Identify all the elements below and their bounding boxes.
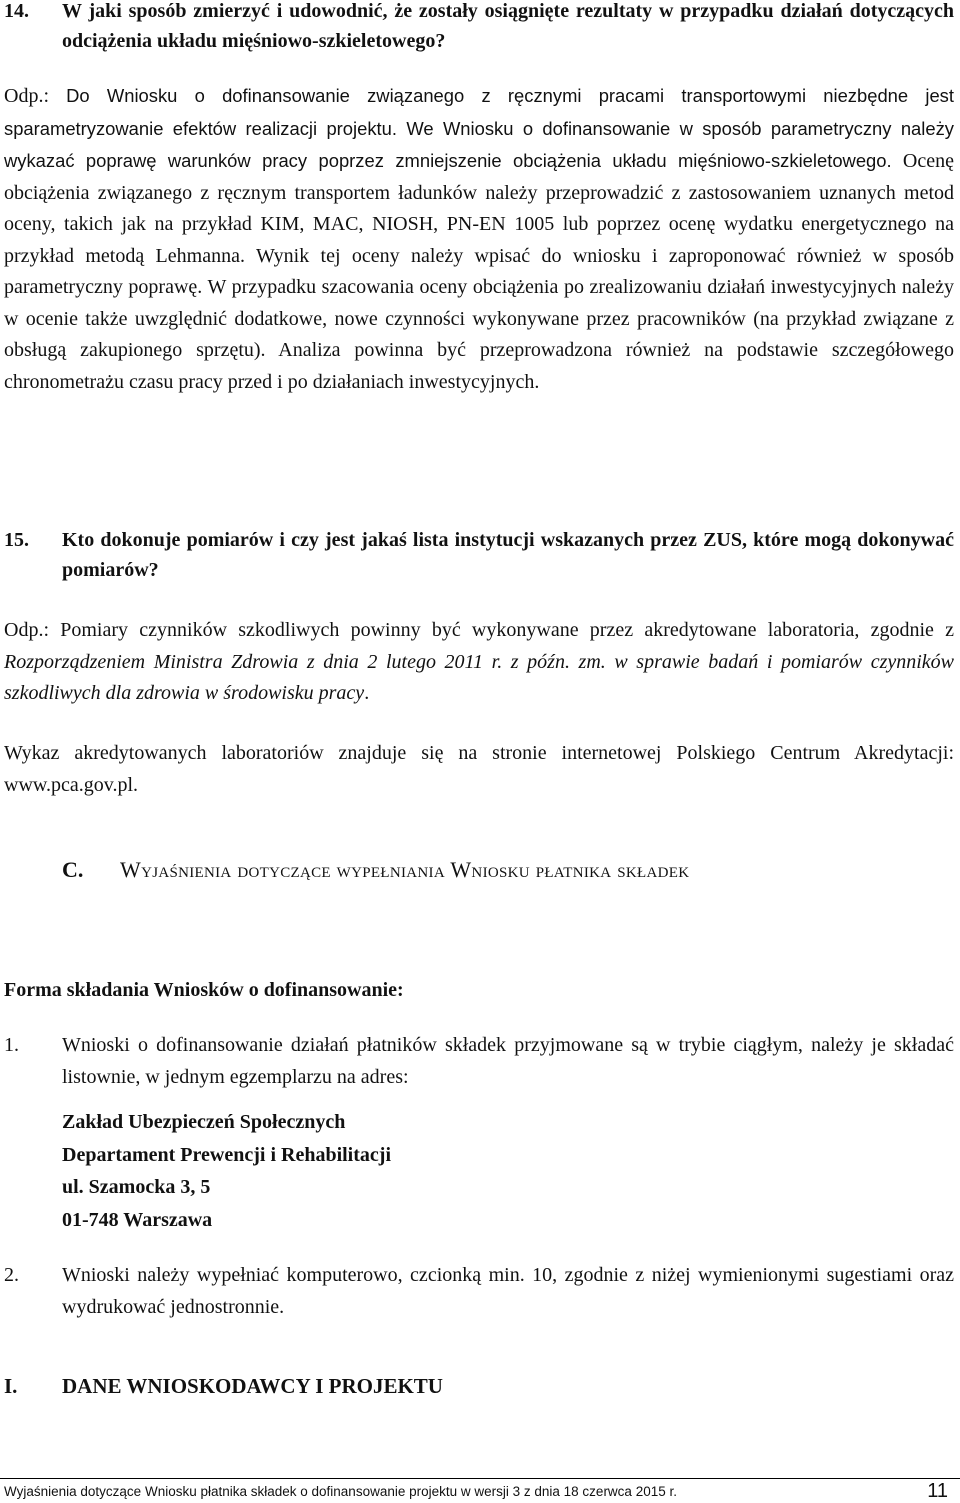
pca-text: Wykaz akredytowanych laboratoriów znajduje się na stronie internetowej Polskiego Centrum Akredytacji: www.pca.gov.pl. — [4, 742, 954, 796]
forma-heading-text: Forma składania Wniosków o dofinansowanie: — [4, 979, 404, 1001]
forma-heading — [4, 975, 954, 1007]
answer-15 — [4, 615, 954, 710]
address-line-2: Departament Prewencji i Rehabilitacji — [62, 1143, 391, 1166]
pca-paragraph — [4, 738, 954, 801]
list-number: 2. — [4, 1264, 19, 1286]
list-item-1 — [4, 1030, 954, 1093]
section-c-heading — [62, 850, 922, 890]
answer-14 — [4, 80, 954, 398]
address-line-4: 01-748 Warszawa — [62, 1208, 213, 1231]
address-block — [62, 1106, 391, 1236]
question-number: 14. — [4, 0, 29, 22]
question-text: W jaki sposób zmierzyć i udowodnić, że zostały osiągnięte rezultaty w przypadku działań dotyczących odciążenia układu mięśniowo-szkieletowego? — [62, 0, 954, 52]
section-title: DANE WNIOSKODAWCY I PROJEKTU — [62, 1374, 443, 1398]
footer-divider — [0, 1478, 960, 1479]
section-number: I. — [4, 1374, 18, 1398]
answer-prefix: Odp.: — [4, 619, 61, 641]
address-line-1: Zakład Ubezpieczeń Społecznych — [62, 1111, 346, 1133]
list-number: 1. — [4, 1034, 19, 1056]
question-number: 15. — [4, 529, 29, 551]
question-14 — [4, 0, 954, 56]
question-15 — [4, 525, 954, 585]
regulation-reference: Rozporządzeniem Ministra Zdrowia z dnia 2 lutego 2011 r. z późn. zm. w sprawie badań i pomiarów czynników szkodliwych dla zdrowia w środowisku pracy — [4, 650, 954, 704]
answer-prefix: Odp.: — [4, 85, 67, 107]
answer-end: . — [364, 682, 370, 704]
section-letter: C. — [62, 857, 84, 882]
question-text: Kto dokonuje pomiarów i czy jest jakaś lista instytucji wskazanych przez ZUS, które mogą dokonywać pomiarów? — [62, 529, 954, 581]
list-item-2 — [4, 1260, 954, 1323]
list-text: Wnioski o dofinansowanie działań płatników składek przyjmowane są w trybie ciągłym, należy je składać listownie, w jednym egzemplarzu na adres: — [62, 1034, 954, 1088]
page-number: 11 — [927, 1480, 948, 1502]
answer-part-1: Pomiary czynników szkodliwych powinny być wykonywane przez akredytowane laboratoria, zgodnie z — [60, 619, 955, 641]
address-line-3: ul. Szamocka 3, 5 — [62, 1176, 211, 1198]
answer-part-2: Ocenę obciążenia związanego z ręcznym transportem ładunków należy przeprowadzić z zastosowaniem uznanych metod oceny, takich jak na przykład KIM, MAC, NIOSH, PN-EN 1005 lub poprzez ocenę wydatku energetycznego na przykład metodą Lehmanna. Wynik tej oceny należy wpisać do wniosku i zaproponować również w sposób parametryczny poprawę. W przypadku szacowania oceny obciążenia po zrealizowaniu działań inwestycyjnych należy w ocenie także uwzględnić dodatkowe, nowe czynności wykonywane przez pracowników (na przykład związane z obsługą zakupionego sprzętu). Analiza powinna być przeprowadzona również na podstawie szczegółowego chronometrażu czasu pracy przed i po działaniach inwestycyjnych. — [4, 150, 955, 393]
answer-part-1: Do Wniosku o dofinansowanie związanego z ręcznymi pracami transportowymi niezbędne jest sparametryzowanie efektów realizacji projektu. We Wniosku o dofinansowanie w sposób parametryczny należy wykazać poprawę warunków pracy poprzez zmniejszenie obciążenia układu mięśniowo-szkieletowego. — [4, 85, 954, 171]
list-text: Wnioski należy wypełniać komputerowo, czcionką min. 10, zgodnie z niżej wymienionymi sugestiami oraz wydrukować jednostronnie. — [62, 1264, 954, 1318]
footer-text: Wyjaśnienia dotyczące Wniosku płatnika składek o dofinansowanie projektu w wersji 3 z dnia 18 czerwca 2015 r. — [4, 1484, 677, 1499]
section-title: Wyjaśnienia dotyczące wypełniania Wniosku płatnika składek — [120, 857, 690, 882]
